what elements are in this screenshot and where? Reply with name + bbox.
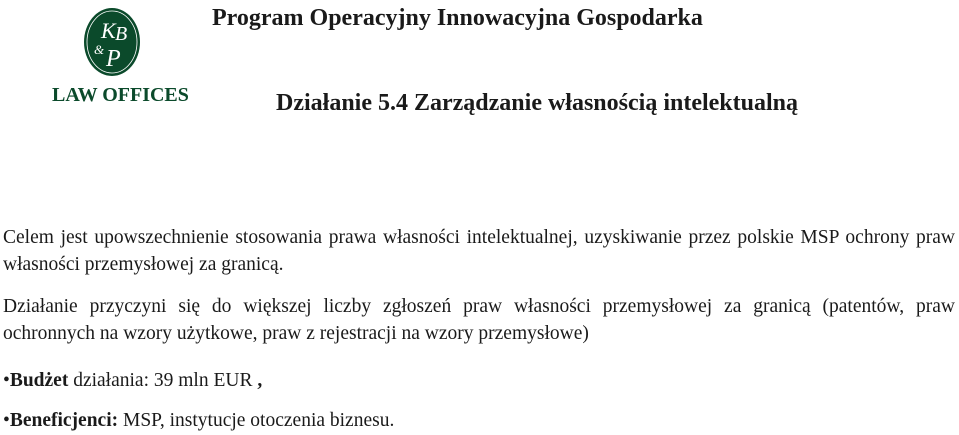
budget-trailing: ,: [257, 370, 263, 391]
effect-paragraph: Działanie przyczyni się do większej liczby zgłoszeń praw własności przemysłowej za granicą (patentów, praw ochronnych na wzory użytkowe, praw z rejestracji na wzory przemysłowe): [3, 296, 955, 344]
beneficiaries-bullet: [3, 407, 394, 434]
bullet-marker: •: [3, 410, 10, 431]
logo-text: LAW OFFICES: [52, 84, 189, 106]
beneficiaries-value: MSP, instytucje otoczenia biznesu.: [118, 410, 395, 431]
goal-paragraph: Celem jest upowszechnienie stosowania prawa własności intelektualnej, uzyskiwanie przez polskie MSP ochrony praw własności przemysłowej za granicą.: [3, 227, 955, 275]
svg-text:P: P: [106, 46, 121, 72]
budget-bullet: [3, 367, 262, 394]
beneficiaries-label: Beneficjenci:: [9, 410, 119, 431]
svg-text:K: K: [101, 18, 116, 43]
budget-label: Budżet: [9, 370, 69, 391]
page-subtitle: Działanie 5.4 Zarządzanie własnością intelektualną: [276, 90, 798, 116]
budget-value: działania: 39 mln EUR: [68, 370, 258, 391]
svg-text:&: &: [94, 42, 105, 57]
kp-monogram-logo-icon: [82, 6, 142, 78]
page-title: Program Operacyjny Innowacyjna Gospodarka: [212, 5, 703, 31]
svg-text:B: B: [115, 23, 128, 45]
law-offices-logo: [52, 6, 189, 106]
bullet-marker: •: [3, 370, 10, 391]
